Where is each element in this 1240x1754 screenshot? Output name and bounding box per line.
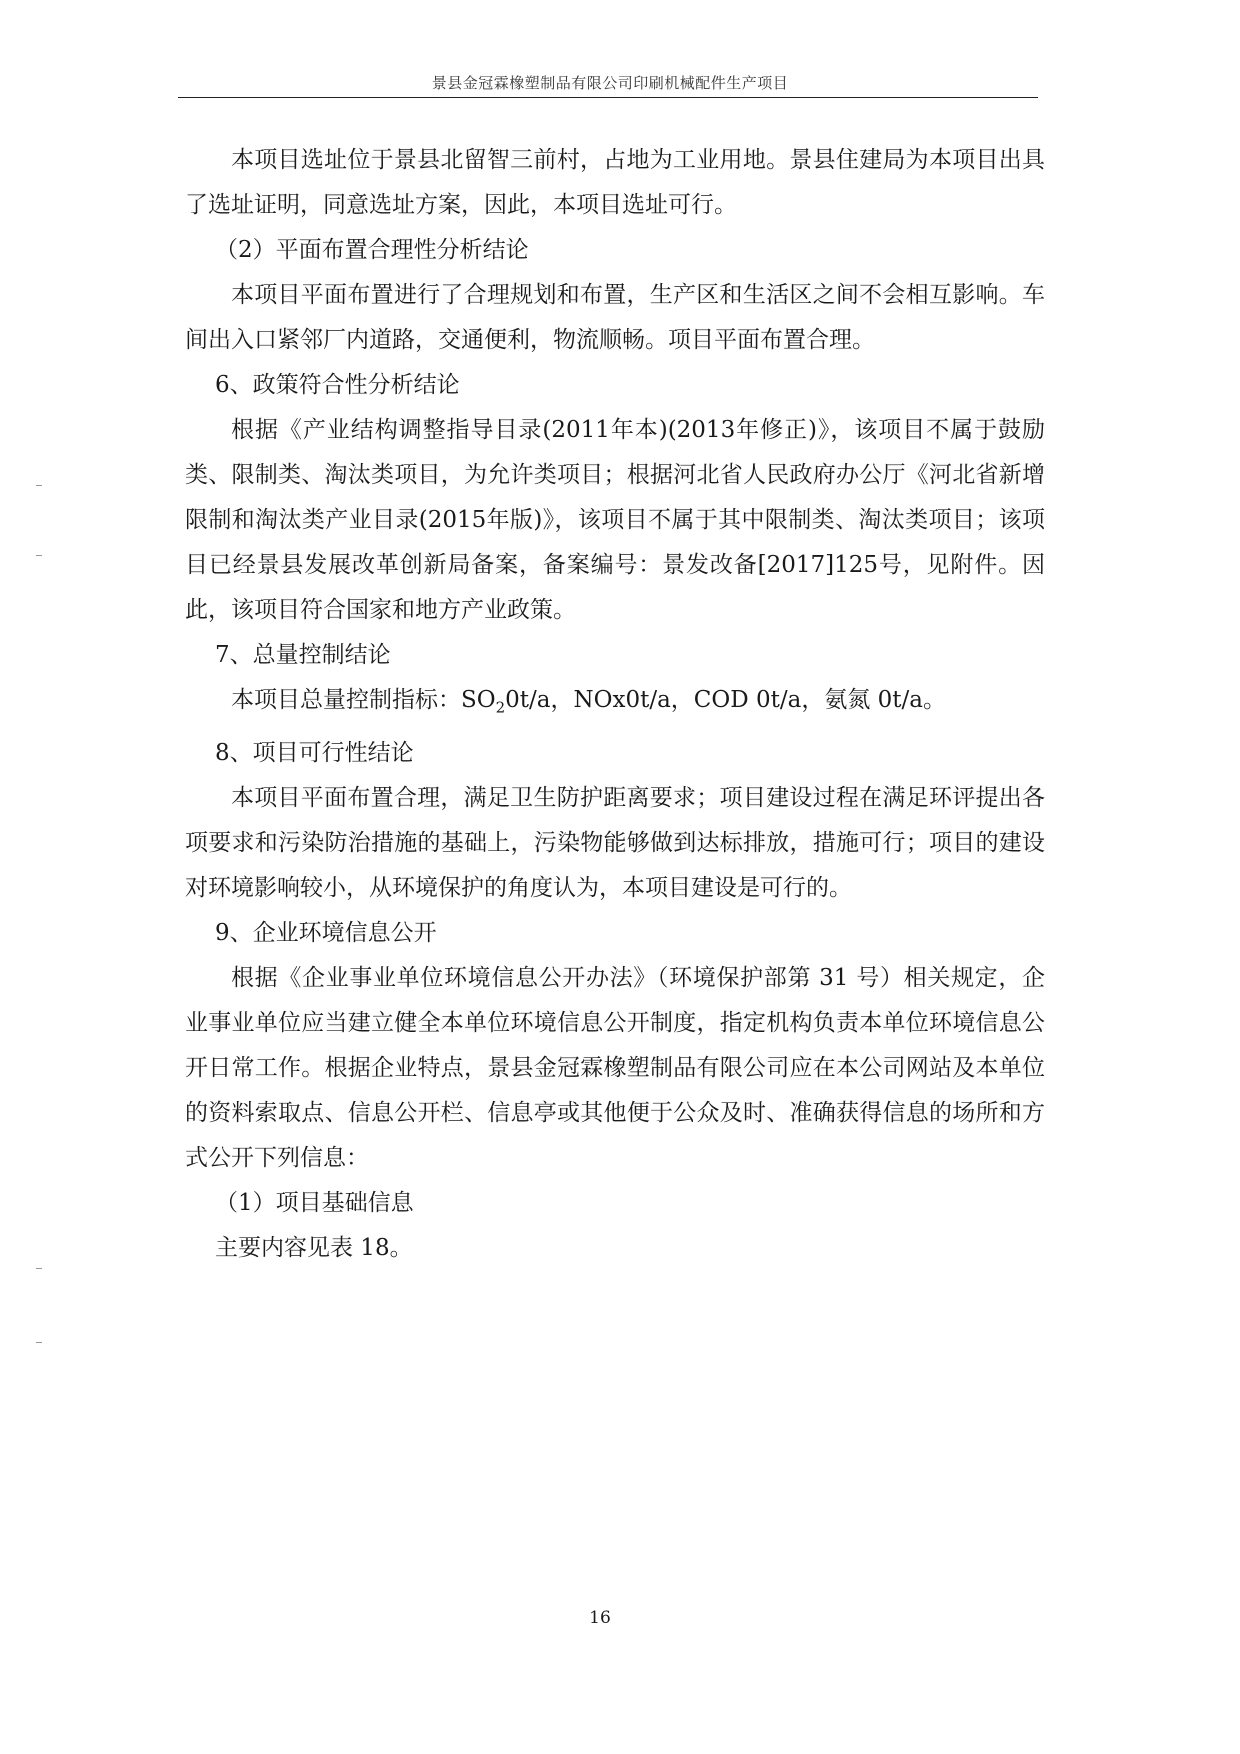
running-header: 景县金冠霖橡塑制品有限公司印刷机械配件生产项目 bbox=[431, 74, 789, 92]
heading-feasibility: 8、项目可行性结论 bbox=[215, 739, 414, 766]
total-control-suffix: 0t/a，NOx0t/a，COD 0t/a，氨氮 0t/a。 bbox=[505, 687, 946, 713]
heading-policy-compliance: 6、政策符合性分析结论 bbox=[215, 372, 460, 398]
paragraph-layout: 本项目平面布置进行了合理规划和布置，生产区和生活区之间不会相互影响。车间出入口紧邻厂内道路，交通便利，物流顺畅。项目平面布置合理。 bbox=[185, 282, 1045, 353]
so2-subscript: 2 bbox=[495, 698, 506, 717]
paragraph-site-selection: 本项目选址位于景县北留智三前村，占地为工业用地。景县住建局为本项目出具了选址证明，同意选址方案，因此，本项目选址可行。 bbox=[185, 147, 1045, 218]
header-rule bbox=[178, 97, 1038, 98]
scan-artifact bbox=[36, 1342, 42, 1343]
paragraph-feasibility: 本项目平面布置合理，满足卫生防护距离要求；项目建设过程在满足环评提出各项要求和污染防治措施的基础上，污染物能够做到达标排放，措施可行；项目的建设对环境影响较小，从环境保护的角度认为，本项目建设是可行的。 bbox=[185, 784, 1045, 901]
paragraph-policy: 根据《产业结构调整指导目录(2011年本)(2013年修正)》，该项目不属于鼓励类、限制类、淘汰类项目，为允许类项目；根据河北省人民政府办公厅《河北省新增限制和淘汰类产业目录(2015年版)》，该项目不属于其中限制类、淘汰类项目；该项目已经景县发展改革创新局备案，备案编号：景发改备[2017]125号，见附件。因此，该项目符合国家和地方产业政策。 bbox=[185, 417, 1045, 623]
scan-artifact bbox=[36, 555, 42, 556]
heading-info-disclosure: 9、企业环境信息公开 bbox=[215, 919, 437, 946]
paragraph-table-reference: 主要内容见表 18。 bbox=[215, 1234, 413, 1261]
heading-total-control: 7、总量控制结论 bbox=[215, 642, 391, 668]
scan-artifact bbox=[36, 1268, 42, 1269]
heading-basic-info: （1）项目基础信息 bbox=[215, 1189, 414, 1216]
page-number: 16 bbox=[589, 1608, 611, 1628]
scan-artifact bbox=[36, 485, 42, 486]
paragraph-total-control bbox=[185, 678, 1045, 731]
document-body bbox=[185, 138, 1045, 1271]
total-control-prefix: 本项目总量控制指标：SO bbox=[231, 687, 496, 713]
heading-layout-rationality: （2）平面布置合理性分析结论 bbox=[215, 237, 529, 263]
paragraph-info-disclosure: 根据《企业事业单位环境信息公开办法》（环境保护部第 31 号）相关规定，企业事业单位应当建立健全本单位环境信息公开制度，指定机构负责本单位环境信息公开日常工作。根据企业特点，景县金冠霖橡塑制品有限公司应在本公司网站及本单位的资料索取点、信息公开栏、信息亭或其他便于公众及时、准确获得信息的场所和方式公开下列信息： bbox=[185, 964, 1045, 1171]
